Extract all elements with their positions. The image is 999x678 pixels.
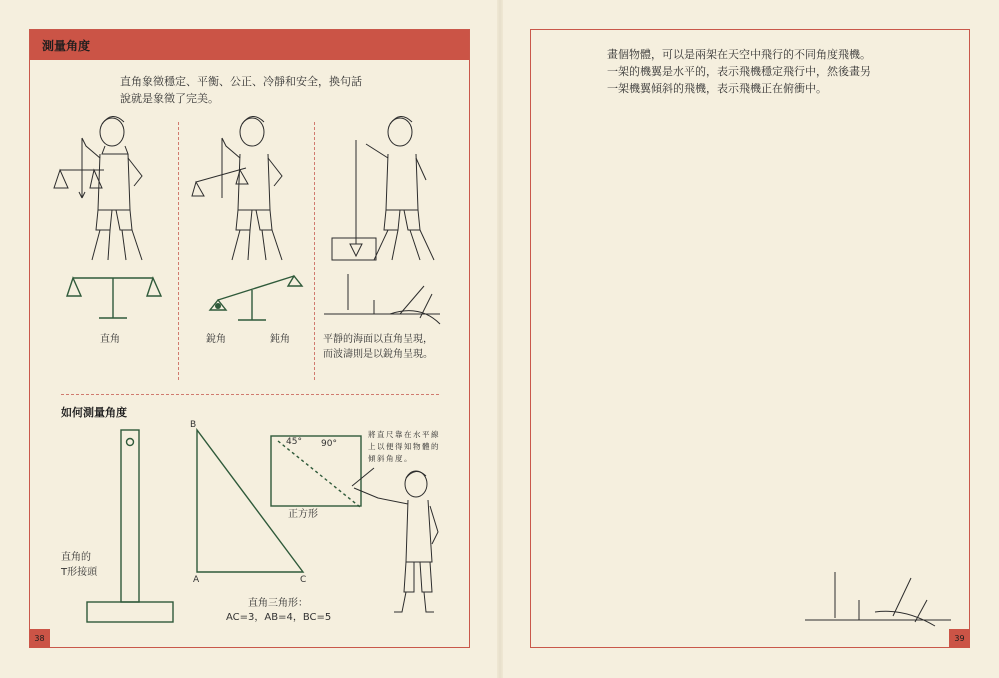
caption-sea-note: 平靜的海面以直角呈現， 而波濤則是以銳角呈現。 bbox=[323, 334, 433, 360]
balanced-scale bbox=[63, 270, 163, 325]
boy-measuring-illustration bbox=[348, 470, 458, 620]
vertex-a: A bbox=[193, 575, 200, 585]
boy-balance-illustration bbox=[50, 110, 170, 260]
t-joint-label: 直角的 T形接頭 bbox=[61, 552, 98, 578]
angle-45-label: 45° bbox=[286, 437, 302, 447]
boy-plumb-line-illustration bbox=[328, 110, 448, 260]
column-divider bbox=[314, 122, 315, 380]
caption-acute-angle: 銳角 bbox=[206, 334, 226, 345]
page-title: 測量角度 bbox=[42, 39, 91, 53]
triangle-caption: 直角三角形： bbox=[248, 598, 308, 609]
boy-tilted-balance-illustration bbox=[190, 110, 310, 260]
header-bar bbox=[30, 30, 469, 60]
right-page bbox=[530, 29, 970, 648]
page-number: 38 bbox=[29, 629, 50, 648]
column-divider bbox=[178, 122, 179, 380]
airplanes-sketch bbox=[803, 570, 953, 630]
vertex-b: B bbox=[190, 420, 197, 430]
handwritten-note: 將直尺靠在水平線 上以便得知物體的 傾斜角度。 bbox=[368, 430, 440, 463]
intro-text: 直角象徵穩定、平衡、公正、冷靜和安全，換句話 說就是象徵了完美。 bbox=[120, 75, 362, 105]
vertex-c: C bbox=[300, 575, 307, 585]
sea-wave-diagram bbox=[320, 270, 445, 330]
square-caption: 正方形 bbox=[288, 509, 318, 520]
triangle-sides: AC=3，AB=4，BC=5 bbox=[226, 612, 332, 623]
section-divider bbox=[61, 394, 439, 395]
angle-90-label: 90° bbox=[321, 439, 337, 449]
book-gutter bbox=[497, 0, 503, 678]
body-text: 畫個物體，可以是兩架在天空中飛行的不同角度飛機。 一架的機翼是水平的，表示飛機穩定飛行中，然後畫另 一架機翼傾斜的飛機，表示飛機正在俯衝中。 bbox=[607, 48, 871, 95]
caption-obtuse-angle: 鈍角 bbox=[270, 334, 290, 345]
left-page bbox=[29, 29, 470, 648]
caption-right-angle: 直角 bbox=[100, 334, 120, 345]
section-title: 如何測量角度 bbox=[61, 406, 127, 419]
t-joint-diagram bbox=[85, 430, 180, 625]
tilted-scale bbox=[202, 270, 302, 325]
page-number: 39 bbox=[949, 629, 970, 648]
